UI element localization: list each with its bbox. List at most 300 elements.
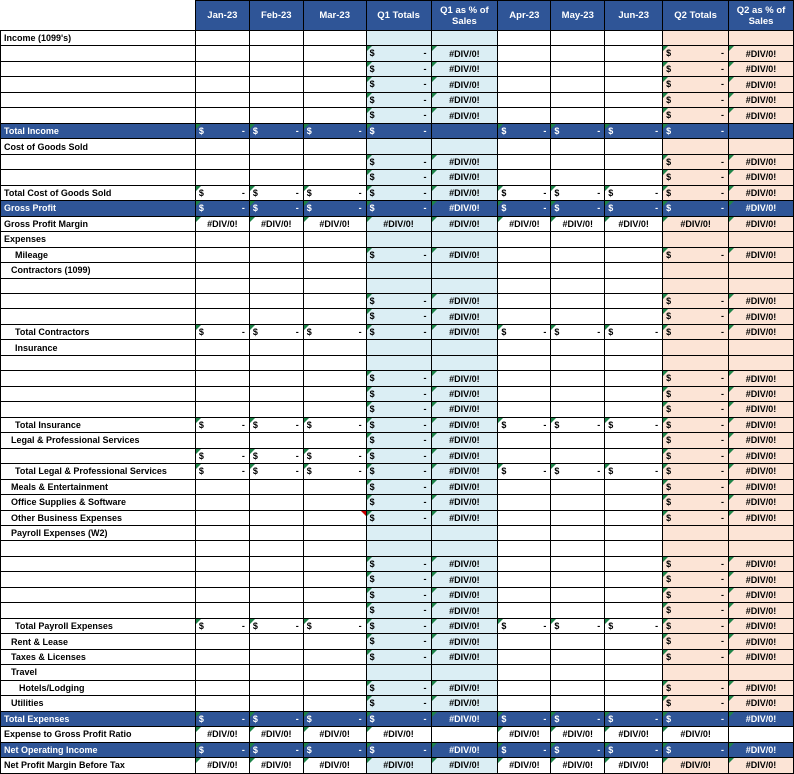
empty-cell[interactable] — [303, 649, 366, 664]
month-pct-cell[interactable] — [195, 216, 249, 231]
empty-cell[interactable] — [195, 541, 249, 556]
empty-cell[interactable] — [551, 433, 605, 448]
empty-cell[interactable] — [249, 495, 303, 510]
empty-cell[interactable] — [551, 61, 605, 76]
empty-cell[interactable] — [195, 170, 249, 185]
q2-total-cell[interactable] — [663, 680, 729, 695]
label-cell[interactable] — [1, 278, 196, 293]
empty-cell[interactable] — [303, 665, 366, 680]
empty-cell[interactable] — [498, 479, 551, 494]
empty-cell[interactable] — [663, 31, 729, 46]
empty-cell[interactable] — [729, 541, 794, 556]
empty-cell[interactable] — [605, 77, 663, 92]
label-taxes[interactable]: Taxes & Licenses — [1, 649, 196, 664]
empty-cell[interactable] — [303, 433, 366, 448]
q2-pct-cell[interactable] — [729, 247, 794, 262]
empty-cell[interactable] — [605, 61, 663, 76]
empty-cell[interactable] — [498, 61, 551, 76]
month-cell[interactable] — [551, 742, 605, 757]
empty-cell[interactable] — [195, 247, 249, 262]
month-cell[interactable] — [498, 464, 551, 479]
empty-cell[interactable] — [605, 572, 663, 587]
empty-cell[interactable] — [303, 386, 366, 401]
q1-pct-cell[interactable] — [431, 46, 498, 61]
empty-cell[interactable] — [605, 232, 663, 247]
empty-cell[interactable] — [303, 526, 366, 541]
empty-cell[interactable] — [498, 371, 551, 386]
empty-cell[interactable] — [605, 510, 663, 525]
q2-total-cell[interactable] — [663, 92, 729, 107]
q2-total-cell[interactable] — [663, 433, 729, 448]
q2-total-cell[interactable] — [663, 618, 729, 633]
month-pct-cell[interactable] — [303, 216, 366, 231]
q2-total-cell[interactable] — [663, 170, 729, 185]
empty-cell[interactable] — [195, 696, 249, 711]
empty-cell[interactable] — [498, 587, 551, 602]
empty-cell[interactable] — [551, 170, 605, 185]
month-cell[interactable] — [498, 618, 551, 633]
label-total-insurance[interactable]: Total Insurance — [1, 417, 196, 432]
q1-total-cell[interactable] — [366, 293, 431, 308]
q1-pct-cell[interactable] — [431, 742, 498, 757]
q2-pct-cell[interactable] — [729, 46, 794, 61]
q1-total-cell[interactable] — [366, 433, 431, 448]
label-cell[interactable] — [1, 92, 196, 107]
empty-cell[interactable] — [729, 31, 794, 46]
q2-pct-cell[interactable] — [729, 61, 794, 76]
empty-cell[interactable] — [605, 541, 663, 556]
month-cell[interactable] — [195, 123, 249, 138]
q1-total-cell[interactable] — [366, 46, 431, 61]
label-total-contractors[interactable]: Total Contractors — [1, 324, 196, 339]
empty-cell[interactable] — [195, 309, 249, 324]
empty-cell[interactable] — [195, 278, 249, 293]
q1-total-cell[interactable] — [366, 556, 431, 571]
empty-cell[interactable] — [195, 556, 249, 571]
month-pct-cell[interactable] — [303, 727, 366, 742]
month-cell[interactable] — [605, 417, 663, 432]
empty-cell[interactable] — [551, 263, 605, 278]
month-cell[interactable] — [249, 123, 303, 138]
empty-cell[interactable] — [195, 526, 249, 541]
q2-total-cell[interactable] — [663, 696, 729, 711]
q1-total-cell[interactable] — [366, 371, 431, 386]
empty-cell[interactable] — [498, 510, 551, 525]
q1-total-cell[interactable] — [366, 572, 431, 587]
label-other-business[interactable]: Other Business Expenses — [1, 510, 196, 525]
q1-pct-cell[interactable] — [431, 479, 498, 494]
empty-cell[interactable] — [498, 386, 551, 401]
empty-cell[interactable] — [551, 448, 605, 463]
empty-cell[interactable] — [249, 433, 303, 448]
header-q2-pct[interactable]: Q2 as % of Sales — [729, 1, 794, 31]
empty-cell[interactable] — [431, 541, 498, 556]
q1-total-cell[interactable] — [366, 510, 431, 525]
q1-total-cell[interactable] — [366, 247, 431, 262]
empty-cell[interactable] — [498, 263, 551, 278]
label-office[interactable]: Office Supplies & Software — [1, 495, 196, 510]
empty-cell[interactable] — [249, 77, 303, 92]
month-cell[interactable] — [195, 742, 249, 757]
q1-pct-cell[interactable] — [431, 201, 498, 216]
q2-pct-cell[interactable] — [729, 495, 794, 510]
q2-total-cell[interactable] — [663, 123, 729, 138]
q2-total-cell[interactable] — [663, 324, 729, 339]
empty-cell[interactable] — [551, 603, 605, 618]
q2-pct-cell[interactable] — [729, 402, 794, 417]
empty-cell[interactable] — [303, 77, 366, 92]
q1-total-cell[interactable] — [366, 680, 431, 695]
empty-cell[interactable] — [551, 154, 605, 169]
q2-total-cell[interactable] — [663, 371, 729, 386]
month-cell[interactable] — [303, 618, 366, 633]
month-pct-cell[interactable] — [249, 758, 303, 773]
empty-cell[interactable] — [498, 247, 551, 262]
empty-cell[interactable] — [729, 232, 794, 247]
empty-cell[interactable] — [498, 232, 551, 247]
month-cell[interactable] — [605, 742, 663, 757]
empty-cell[interactable] — [366, 278, 431, 293]
empty-cell[interactable] — [249, 587, 303, 602]
empty-cell[interactable] — [303, 634, 366, 649]
empty-cell[interactable] — [498, 526, 551, 541]
empty-cell[interactable] — [303, 293, 366, 308]
empty-cell[interactable] — [663, 541, 729, 556]
label-cell[interactable] — [1, 170, 196, 185]
q1-pct-cell[interactable] — [431, 417, 498, 432]
q1-total-cell[interactable] — [366, 603, 431, 618]
q1-pct-cell[interactable] — [431, 154, 498, 169]
empty-cell[interactable] — [663, 263, 729, 278]
q2-total-cell[interactable] — [663, 108, 729, 123]
q1-total-cell[interactable] — [366, 324, 431, 339]
empty-cell[interactable] — [498, 696, 551, 711]
empty-cell[interactable] — [195, 603, 249, 618]
empty-cell[interactable] — [303, 355, 366, 370]
empty-cell[interactable] — [729, 665, 794, 680]
empty-cell[interactable] — [249, 556, 303, 571]
label-total-legal[interactable]: Total Legal & Professional Services — [1, 464, 196, 479]
q2-total-cell[interactable] — [663, 448, 729, 463]
empty-cell[interactable] — [498, 46, 551, 61]
empty-cell[interactable] — [303, 541, 366, 556]
q2-pct-cell[interactable] — [729, 742, 794, 757]
empty-cell[interactable] — [605, 46, 663, 61]
empty-cell[interactable] — [498, 541, 551, 556]
q1-pct-cell[interactable] — [431, 293, 498, 308]
empty-cell[interactable] — [249, 309, 303, 324]
empty-cell[interactable] — [663, 340, 729, 355]
q2-pct-cell[interactable] — [729, 309, 794, 324]
empty-cell[interactable] — [195, 232, 249, 247]
month-cell[interactable] — [249, 448, 303, 463]
label-income[interactable]: Income (1099's) — [1, 31, 196, 46]
empty-cell[interactable] — [303, 154, 366, 169]
empty-cell[interactable] — [303, 696, 366, 711]
q1-pct-cell[interactable] — [431, 108, 498, 123]
empty-cell[interactable] — [249, 263, 303, 278]
empty-cell[interactable] — [249, 247, 303, 262]
q2-total-cell[interactable] — [663, 46, 729, 61]
empty-cell[interactable] — [605, 402, 663, 417]
month-pct-cell[interactable] — [605, 216, 663, 231]
q2-total-cell[interactable] — [663, 77, 729, 92]
q1-total-cell[interactable] — [366, 185, 431, 200]
empty-cell[interactable] — [431, 232, 498, 247]
q1-pct-cell[interactable] — [431, 324, 498, 339]
empty-cell[interactable] — [551, 541, 605, 556]
q1-pct-cell[interactable] — [431, 680, 498, 695]
empty-cell[interactable] — [195, 92, 249, 107]
header-jan[interactable]: Jan-23 — [195, 1, 249, 31]
empty-cell[interactable] — [431, 526, 498, 541]
q2-pct-cell[interactable] — [729, 324, 794, 339]
empty-cell[interactable] — [431, 31, 498, 46]
empty-cell[interactable] — [605, 309, 663, 324]
month-cell[interactable] — [605, 185, 663, 200]
q2-total-cell[interactable] — [663, 201, 729, 216]
q2-total-cell[interactable] — [663, 247, 729, 262]
empty-cell[interactable] — [431, 278, 498, 293]
label-meals[interactable]: Meals & Entertainment — [1, 479, 196, 494]
q2-pct-cell[interactable] — [729, 464, 794, 479]
empty-cell[interactable] — [605, 263, 663, 278]
q2-pct-cell[interactable] — [729, 556, 794, 571]
q2-pct-cell[interactable] — [729, 92, 794, 107]
month-cell[interactable] — [249, 464, 303, 479]
label-cell[interactable] — [1, 402, 196, 417]
empty-cell[interactable] — [303, 46, 366, 61]
empty-cell[interactable] — [551, 510, 605, 525]
q2-pct-cell[interactable] — [729, 603, 794, 618]
empty-cell[interactable] — [663, 665, 729, 680]
empty-cell[interactable] — [551, 649, 605, 664]
empty-cell[interactable] — [729, 139, 794, 154]
empty-cell[interactable] — [366, 355, 431, 370]
month-pct-cell[interactable] — [551, 727, 605, 742]
empty-cell[interactable] — [303, 92, 366, 107]
header-feb[interactable]: Feb-23 — [249, 1, 303, 31]
empty-cell[interactable] — [551, 665, 605, 680]
header-mar[interactable]: Mar-23 — [303, 1, 366, 31]
q2-total-cell[interactable] — [663, 386, 729, 401]
label-cell[interactable] — [1, 587, 196, 602]
empty-cell[interactable] — [195, 479, 249, 494]
empty-cell[interactable] — [498, 77, 551, 92]
empty-cell[interactable] — [195, 77, 249, 92]
empty-cell[interactable] — [498, 448, 551, 463]
label-insurance[interactable]: Insurance — [1, 340, 196, 355]
empty-cell[interactable] — [605, 603, 663, 618]
empty-cell[interactable] — [605, 139, 663, 154]
empty-cell[interactable] — [605, 247, 663, 262]
empty-cell[interactable] — [249, 278, 303, 293]
month-cell[interactable] — [303, 464, 366, 479]
month-cell[interactable] — [303, 201, 366, 216]
label-cell[interactable] — [1, 371, 196, 386]
empty-cell[interactable] — [498, 603, 551, 618]
q1-total-cell[interactable] — [366, 417, 431, 432]
q2-total-pct-cell[interactable] — [663, 216, 729, 231]
q1-total-cell[interactable] — [366, 77, 431, 92]
q1-pct-cell[interactable] — [431, 556, 498, 571]
month-cell[interactable] — [303, 123, 366, 138]
month-pct-cell[interactable] — [498, 216, 551, 231]
empty-cell[interactable] — [498, 170, 551, 185]
empty-cell[interactable] — [303, 340, 366, 355]
empty-cell[interactable] — [605, 108, 663, 123]
q1-total-cell[interactable] — [366, 634, 431, 649]
empty-cell[interactable] — [551, 139, 605, 154]
empty-cell[interactable] — [195, 634, 249, 649]
q1-pct-cell[interactable] — [431, 216, 498, 231]
empty-cell[interactable] — [551, 680, 605, 695]
empty-cell[interactable] — [498, 495, 551, 510]
month-pct-cell[interactable] — [498, 727, 551, 742]
month-cell[interactable] — [195, 464, 249, 479]
empty-cell[interactable] — [366, 541, 431, 556]
empty-cell[interactable] — [431, 340, 498, 355]
empty-cell[interactable] — [551, 479, 605, 494]
empty-cell[interactable] — [249, 634, 303, 649]
empty-cell[interactable] — [551, 634, 605, 649]
q2-total-cell[interactable] — [663, 185, 729, 200]
q1-pct-cell[interactable] — [431, 510, 498, 525]
empty-cell[interactable] — [249, 526, 303, 541]
empty-cell[interactable] — [605, 634, 663, 649]
label-payroll[interactable]: Payroll Expenses (W2) — [1, 526, 196, 541]
month-cell[interactable] — [303, 742, 366, 757]
empty-cell[interactable] — [303, 309, 366, 324]
label-cell[interactable] — [1, 154, 196, 169]
empty-cell[interactable] — [729, 526, 794, 541]
empty-cell[interactable] — [498, 556, 551, 571]
empty-cell[interactable] — [551, 232, 605, 247]
month-cell[interactable] — [605, 618, 663, 633]
empty-cell[interactable] — [366, 340, 431, 355]
empty-cell[interactable] — [249, 92, 303, 107]
q1-total-cell[interactable] — [366, 696, 431, 711]
label-net-operating-income[interactable]: Net Operating Income — [1, 742, 196, 757]
q1-total-cell[interactable] — [366, 649, 431, 664]
q1-pct-cell[interactable] — [431, 711, 498, 726]
empty-cell[interactable] — [498, 572, 551, 587]
header-may[interactable]: May-23 — [551, 1, 605, 31]
q1-total-cell[interactable] — [366, 402, 431, 417]
q2-pct-cell[interactable] — [729, 680, 794, 695]
q2-total-cell[interactable] — [663, 634, 729, 649]
month-cell[interactable] — [551, 464, 605, 479]
q1-pct-cell[interactable] — [431, 402, 498, 417]
q1-pct-cell[interactable] — [431, 634, 498, 649]
empty-cell[interactable] — [729, 727, 794, 742]
label-cell[interactable] — [1, 46, 196, 61]
month-cell[interactable] — [195, 185, 249, 200]
q2-pct-cell[interactable] — [729, 386, 794, 401]
empty-cell[interactable] — [663, 278, 729, 293]
month-cell[interactable] — [195, 448, 249, 463]
empty-cell[interactable] — [431, 727, 498, 742]
q1-total-cell[interactable] — [366, 61, 431, 76]
header-q1-totals[interactable]: Q1 Totals — [366, 1, 431, 31]
empty-cell[interactable] — [551, 247, 605, 262]
empty-cell[interactable] — [303, 232, 366, 247]
q1-total-cell[interactable] — [366, 309, 431, 324]
month-cell[interactable] — [605, 711, 663, 726]
empty-cell[interactable] — [195, 108, 249, 123]
empty-cell[interactable] — [498, 680, 551, 695]
month-pct-cell[interactable] — [498, 758, 551, 773]
empty-cell[interactable] — [551, 402, 605, 417]
header-jun[interactable]: Jun-23 — [605, 1, 663, 31]
q1-total-pct-cell[interactable] — [366, 758, 431, 773]
empty-cell[interactable] — [195, 572, 249, 587]
empty-cell[interactable] — [605, 696, 663, 711]
q1-total-cell[interactable] — [366, 618, 431, 633]
empty-cell[interactable] — [303, 139, 366, 154]
empty-cell[interactable] — [729, 340, 794, 355]
month-cell[interactable] — [551, 324, 605, 339]
month-pct-cell[interactable] — [195, 758, 249, 773]
q1-pct-cell[interactable] — [431, 247, 498, 262]
q2-pct-cell[interactable] — [729, 216, 794, 231]
q1-pct-cell[interactable] — [431, 92, 498, 107]
header-q2-totals[interactable]: Q2 Totals — [663, 1, 729, 31]
empty-cell[interactable] — [551, 556, 605, 571]
month-cell[interactable] — [249, 185, 303, 200]
empty-cell[interactable] — [431, 139, 498, 154]
empty-cell[interactable] — [249, 572, 303, 587]
empty-cell[interactable] — [605, 587, 663, 602]
label-cell[interactable] — [1, 572, 196, 587]
empty-cell[interactable] — [729, 355, 794, 370]
empty-cell[interactable] — [605, 92, 663, 107]
empty-cell[interactable] — [195, 61, 249, 76]
q1-total-cell[interactable] — [366, 448, 431, 463]
q1-total-cell[interactable] — [366, 742, 431, 757]
empty-cell[interactable] — [605, 154, 663, 169]
empty-cell[interactable] — [249, 386, 303, 401]
q2-pct-cell[interactable] — [729, 618, 794, 633]
q1-pct-cell[interactable] — [431, 448, 498, 463]
empty-cell[interactable] — [195, 139, 249, 154]
empty-cell[interactable] — [551, 309, 605, 324]
month-pct-cell[interactable] — [605, 758, 663, 773]
label-hotels[interactable]: Hotels/Lodging — [1, 680, 196, 695]
label-cell[interactable] — [1, 386, 196, 401]
q2-total-cell[interactable] — [663, 479, 729, 494]
q1-total-cell[interactable] — [366, 711, 431, 726]
empty-cell[interactable] — [431, 355, 498, 370]
q1-pct-cell[interactable] — [431, 495, 498, 510]
empty-cell[interactable] — [366, 526, 431, 541]
empty-cell[interactable] — [605, 649, 663, 664]
empty-cell[interactable] — [195, 46, 249, 61]
label-gross-profit[interactable]: Gross Profit — [1, 201, 196, 216]
empty-cell[interactable] — [551, 108, 605, 123]
empty-cell[interactable] — [729, 263, 794, 278]
label-total-income[interactable]: Total Income — [1, 123, 196, 138]
empty-cell[interactable] — [195, 293, 249, 308]
q2-total-cell[interactable] — [663, 309, 729, 324]
q2-pct-cell[interactable] — [729, 479, 794, 494]
q1-total-cell[interactable] — [366, 123, 431, 138]
month-cell[interactable] — [551, 618, 605, 633]
month-cell[interactable] — [195, 618, 249, 633]
empty-cell[interactable] — [249, 108, 303, 123]
empty-cell[interactable] — [498, 139, 551, 154]
empty-cell[interactable] — [249, 139, 303, 154]
